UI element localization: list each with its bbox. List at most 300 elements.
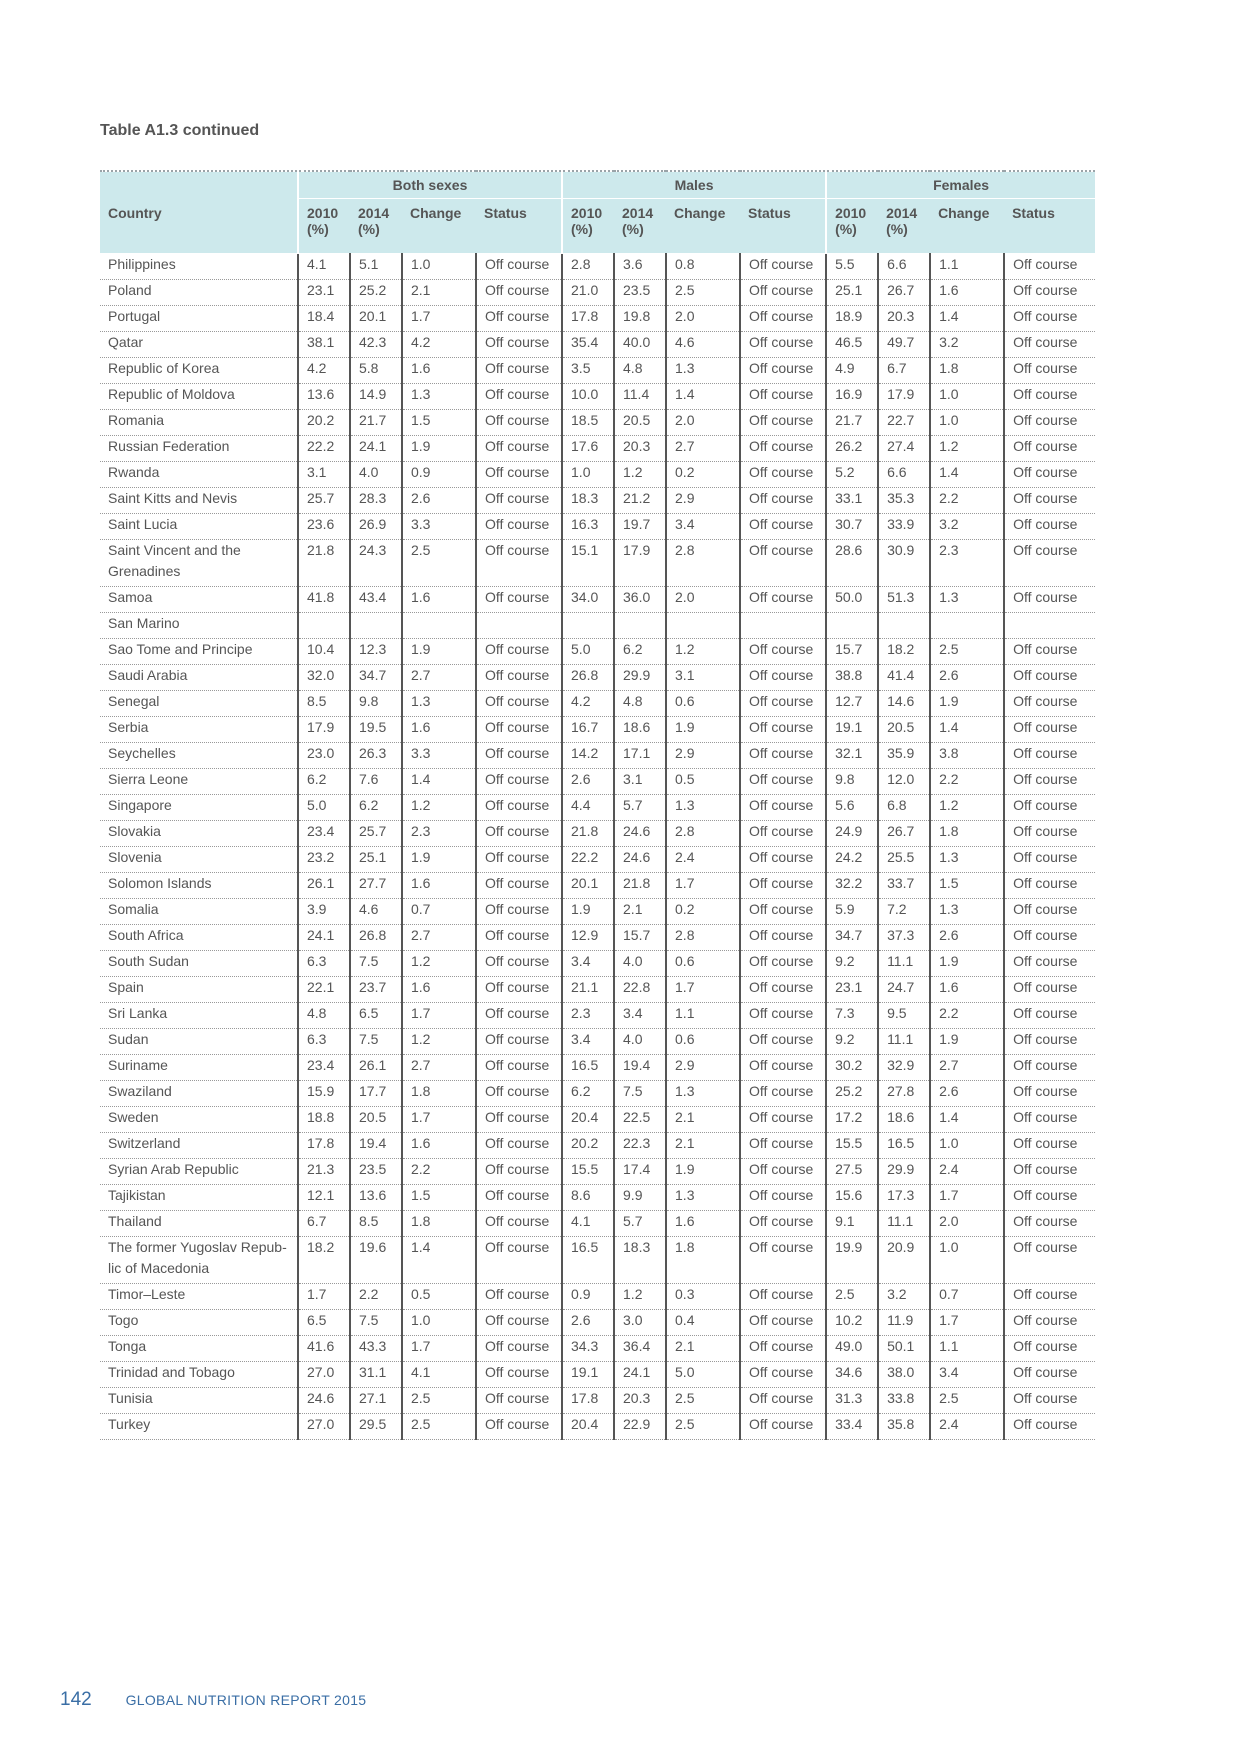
cell-country: Senegal [100,691,298,717]
cell-males-change: 2.1 [666,1336,740,1362]
cell-females-2010: 46.5 [826,332,878,358]
cell-both-status: Off course [476,717,562,743]
cell-males-2014: 21.2 [614,488,666,514]
cell-males-2010 [562,613,614,639]
cell-both-2010 [298,613,350,639]
cell-females-2014: 6.6 [878,254,930,280]
cell-both-2014: 26.9 [350,514,402,540]
cell-males-change: 1.3 [666,1185,740,1211]
cell-females-2010: 12.7 [826,691,878,717]
cell-females-status: Off course [1004,691,1095,717]
cell-both-change: 1.2 [402,1029,476,1055]
cell-females-status: Off course [1004,306,1095,332]
cell-both-2014: 25.1 [350,847,402,873]
col-header-change: Change [666,199,740,254]
cell-females-change: 1.0 [930,1133,1004,1159]
cell-males-status: Off course [740,488,826,514]
cell-males-2010: 17.8 [562,1388,614,1414]
cell-females-2014: 41.4 [878,665,930,691]
cell-males-change: 0.6 [666,1029,740,1055]
cell-males-2010: 0.9 [562,1284,614,1310]
cell-both-status: Off course [476,691,562,717]
cell-country: Somalia [100,899,298,925]
cell-males-2014: 22.8 [614,977,666,1003]
cell-females-change: 1.9 [930,691,1004,717]
cell-males-status: Off course [740,1336,826,1362]
cell-females-change: 1.7 [930,1185,1004,1211]
cell-both-change: 1.6 [402,977,476,1003]
cell-males-2014: 5.7 [614,795,666,821]
cell-both-2014: 43.4 [350,587,402,613]
cell-males-2010: 4.4 [562,795,614,821]
cell-females-status: Off course [1004,1414,1095,1440]
cell-females-2014: 11.1 [878,1029,930,1055]
cell-males-status: Off course [740,1388,826,1414]
cell-males-2010: 16.7 [562,717,614,743]
cell-males-2010: 15.5 [562,1159,614,1185]
cell-males-2010: 20.4 [562,1107,614,1133]
cell-country: Tonga [100,1336,298,1362]
cell-females-status: Off course [1004,1107,1095,1133]
cell-females-change: 2.6 [930,665,1004,691]
cell-country: Trinidad and Tobago [100,1362,298,1388]
cell-both-change: 4.1 [402,1362,476,1388]
cell-males-2014: 19.8 [614,306,666,332]
cell-both-status: Off course [476,1133,562,1159]
cell-males-2010: 4.2 [562,691,614,717]
cell-males-change: 2.9 [666,743,740,769]
cell-females-2014: 49.7 [878,332,930,358]
col-header-change: Change [402,199,476,254]
cell-both-2010: 32.0 [298,665,350,691]
data-table [100,170,1095,1440]
cell-females-status: Off course [1004,1003,1095,1029]
cell-males-2014: 20.5 [614,410,666,436]
cell-both-2014: 14.9 [350,384,402,410]
cell-males-status: Off course [740,1211,826,1237]
cell-both-status: Off course [476,795,562,821]
cell-both-2014: 4.6 [350,899,402,925]
cell-country: Saint Vincent and the Grenadines [100,540,298,587]
cell-females-2014: 26.7 [878,821,930,847]
cell-both-2014: 7.5 [350,951,402,977]
cell-both-change: 2.3 [402,821,476,847]
cell-males-2010: 17.8 [562,306,614,332]
cell-males-2014: 22.5 [614,1107,666,1133]
cell-males-change: 0.2 [666,462,740,488]
cell-males-change: 0.2 [666,899,740,925]
cell-females-status: Off course [1004,717,1095,743]
cell-both-status: Off course [476,587,562,613]
cell-males-status: Off course [740,540,826,587]
cell-both-2010: 5.0 [298,795,350,821]
cell-males-2014: 19.4 [614,1055,666,1081]
cell-males-2014: 3.6 [614,254,666,280]
cell-females-change: 2.5 [930,639,1004,665]
cell-males-2014: 11.4 [614,384,666,410]
cell-males-2014: 4.0 [614,1029,666,1055]
cell-both-2014: 5.1 [350,254,402,280]
cell-males-change: 1.3 [666,1081,740,1107]
cell-both-status: Off course [476,254,562,280]
table-row [100,1081,1095,1107]
cell-both-change: 2.5 [402,540,476,587]
cell-both-status: Off course [476,873,562,899]
cell-both-change: 1.6 [402,873,476,899]
cell-country: Slovenia [100,847,298,873]
cell-males-change: 2.0 [666,306,740,332]
cell-females-change: 2.4 [930,1159,1004,1185]
cell-both-2014: 19.5 [350,717,402,743]
cell-males-status: Off course [740,821,826,847]
cell-males-change: 2.5 [666,280,740,306]
cell-both-change: 1.4 [402,1237,476,1284]
cell-females-status: Off course [1004,795,1095,821]
cell-females-2010: 19.1 [826,717,878,743]
table-row [100,1237,1095,1284]
cell-females-change: 1.5 [930,873,1004,899]
cell-females-status: Off course [1004,514,1095,540]
cell-country: Russian Federation [100,436,298,462]
cell-both-change: 1.9 [402,847,476,873]
cell-males-2010: 3.5 [562,358,614,384]
cell-both-2010: 41.8 [298,587,350,613]
cell-males-status: Off course [740,332,826,358]
cell-country: Thailand [100,1211,298,1237]
cell-females-change: 3.2 [930,332,1004,358]
cell-females-change: 2.6 [930,1081,1004,1107]
cell-females-2010: 4.9 [826,358,878,384]
cell-females-2014: 6.7 [878,358,930,384]
cell-males-status: Off course [740,1055,826,1081]
cell-females-2010: 24.2 [826,847,878,873]
cell-both-status: Off course [476,1284,562,1310]
table-row [100,613,1095,639]
cell-both-status: Off course [476,1362,562,1388]
cell-females-2014: 16.5 [878,1133,930,1159]
table-row [100,743,1095,769]
table-row [100,332,1095,358]
cell-males-2014: 6.2 [614,639,666,665]
cell-both-2014: 31.1 [350,1362,402,1388]
table-row [100,847,1095,873]
cell-females-change: 1.2 [930,436,1004,462]
cell-females-change: 1.8 [930,358,1004,384]
cell-both-status: Off course [476,1029,562,1055]
cell-females-2014: 51.3 [878,587,930,613]
cell-both-2014: 21.7 [350,410,402,436]
cell-females-status: Off course [1004,873,1095,899]
cell-females-change: 1.3 [930,899,1004,925]
cell-males-2014: 17.4 [614,1159,666,1185]
cell-females-status: Off course [1004,1362,1095,1388]
cell-females-status: Off course [1004,639,1095,665]
cell-males-status: Off course [740,1003,826,1029]
cell-females-2010: 31.3 [826,1388,878,1414]
cell-males-2010: 6.2 [562,1081,614,1107]
cell-females-2014: 20.3 [878,306,930,332]
cell-males-2010: 18.3 [562,488,614,514]
cell-females-2010: 21.7 [826,410,878,436]
cell-males-status: Off course [740,254,826,280]
cell-males-change: 0.6 [666,951,740,977]
cell-males-2014: 17.9 [614,540,666,587]
cell-males-2010: 16.3 [562,514,614,540]
cell-country: Saint Kitts and Nevis [100,488,298,514]
cell-both-2014: 7.6 [350,769,402,795]
cell-both-2010: 4.2 [298,358,350,384]
cell-males-2010: 17.6 [562,436,614,462]
cell-females-2014: 7.2 [878,899,930,925]
cell-country: Syrian Arab Republic [100,1159,298,1185]
cell-both-change: 1.3 [402,691,476,717]
cell-country: Republic of Moldova [100,384,298,410]
cell-both-status: Off course [476,821,562,847]
cell-females-2014: 33.7 [878,873,930,899]
cell-both-status: Off course [476,384,562,410]
cell-males-status: Off course [740,410,826,436]
cell-females-2014: 33.9 [878,514,930,540]
cell-males-status: Off course [740,462,826,488]
cell-both-2014: 5.8 [350,358,402,384]
cell-both-2010: 18.2 [298,1237,350,1284]
cell-males-change: 0.8 [666,254,740,280]
cell-females-status: Off course [1004,384,1095,410]
table-row [100,254,1095,280]
table-row [100,1107,1095,1133]
col-header-2010: 2010 (%) [826,199,878,254]
cell-females-change: 2.2 [930,488,1004,514]
cell-males-2010: 15.1 [562,540,614,587]
cell-females-change: 2.2 [930,1003,1004,1029]
cell-females-change: 1.9 [930,951,1004,977]
cell-country: Swaziland [100,1081,298,1107]
cell-females-2010: 2.5 [826,1284,878,1310]
table-row [100,1284,1095,1310]
group-males: Males [562,171,826,199]
cell-males-status: Off course [740,1133,826,1159]
cell-males-2010: 26.8 [562,665,614,691]
cell-females-change: 1.4 [930,1107,1004,1133]
cell-both-change: 3.3 [402,743,476,769]
table-row [100,769,1095,795]
cell-both-2014: 26.1 [350,1055,402,1081]
cell-country: Republic of Korea [100,358,298,384]
cell-females-2010: 9.1 [826,1211,878,1237]
cell-country: Tunisia [100,1388,298,1414]
cell-both-2010: 18.4 [298,306,350,332]
cell-males-2010: 20.2 [562,1133,614,1159]
cell-females-status: Off course [1004,1388,1095,1414]
cell-females-2014: 20.5 [878,717,930,743]
cell-females-2010: 15.6 [826,1185,878,1211]
cell-males-2014: 7.5 [614,1081,666,1107]
cell-both-2010: 41.6 [298,1336,350,1362]
cell-both-change: 2.5 [402,1388,476,1414]
cell-males-2010: 22.2 [562,847,614,873]
cell-females-2010: 25.1 [826,280,878,306]
cell-females-2014: 20.9 [878,1237,930,1284]
cell-females-2010: 9.2 [826,1029,878,1055]
cell-country: South Sudan [100,951,298,977]
cell-both-2010: 23.6 [298,514,350,540]
cell-both-2010: 23.4 [298,1055,350,1081]
cell-both-2014: 23.7 [350,977,402,1003]
cell-females-2010: 18.9 [826,306,878,332]
cell-country: Seychelles [100,743,298,769]
cell-males-2014: 36.0 [614,587,666,613]
cell-males-2014: 1.2 [614,462,666,488]
cell-both-2010: 22.1 [298,977,350,1003]
cell-both-2014: 23.5 [350,1159,402,1185]
cell-females-change: 1.8 [930,821,1004,847]
cell-females-status: Off course [1004,743,1095,769]
cell-country: South Africa [100,925,298,951]
cell-males-2010: 4.1 [562,1211,614,1237]
table-row [100,1310,1095,1336]
cell-country: Switzerland [100,1133,298,1159]
cell-both-status: Off course [476,1211,562,1237]
cell-females-2014: 37.3 [878,925,930,951]
cell-country: Saint Lucia [100,514,298,540]
cell-both-2014: 26.3 [350,743,402,769]
cell-females-2014: 24.7 [878,977,930,1003]
cell-males-2014 [614,613,666,639]
cell-females-2014: 22.7 [878,410,930,436]
cell-both-change: 1.8 [402,1211,476,1237]
col-header-2014: 2014 (%) [350,199,402,254]
cell-country: Poland [100,280,298,306]
cell-both-status [476,613,562,639]
cell-males-change: 2.0 [666,587,740,613]
cell-males-2010: 14.2 [562,743,614,769]
cell-females-2010: 17.2 [826,1107,878,1133]
cell-males-2010: 16.5 [562,1055,614,1081]
cell-males-status: Off course [740,691,826,717]
cell-males-status: Off course [740,436,826,462]
col-header-country: Country [100,199,298,254]
cell-both-2014: 25.2 [350,280,402,306]
cell-males-2014: 17.1 [614,743,666,769]
cell-both-2010: 18.8 [298,1107,350,1133]
cell-both-status: Off course [476,358,562,384]
cell-both-status: Off course [476,925,562,951]
cell-males-2010: 5.0 [562,639,614,665]
cell-both-change: 1.7 [402,306,476,332]
cell-females-2010: 5.5 [826,254,878,280]
cell-both-status: Off course [476,1055,562,1081]
cell-females-status: Off course [1004,1081,1095,1107]
cell-males-2014: 24.1 [614,1362,666,1388]
cell-country: Sweden [100,1107,298,1133]
cell-both-change: 1.7 [402,1107,476,1133]
cell-both-status: Off course [476,1159,562,1185]
cell-both-status: Off course [476,847,562,873]
cell-both-status: Off course [476,1336,562,1362]
cell-males-change: 1.2 [666,639,740,665]
cell-males-status: Off course [740,795,826,821]
cell-males-change: 1.3 [666,358,740,384]
cell-males-2014: 2.1 [614,899,666,925]
cell-country: San Marino [100,613,298,639]
cell-both-2014: 20.5 [350,1107,402,1133]
cell-females-status: Off course [1004,1055,1095,1081]
cell-females-status: Off course [1004,462,1095,488]
cell-both-status: Off course [476,280,562,306]
cell-males-change: 2.1 [666,1107,740,1133]
cell-females-2010: 33.1 [826,488,878,514]
cell-males-change: 1.1 [666,1003,740,1029]
cell-females-2010: 33.4 [826,1414,878,1440]
col-header-change: Change [930,199,1004,254]
cell-both-2010: 24.6 [298,1388,350,1414]
cell-both-change: 1.4 [402,769,476,795]
cell-both-change: 1.7 [402,1003,476,1029]
table-row [100,280,1095,306]
cell-females-status: Off course [1004,1237,1095,1284]
cell-both-2010: 12.1 [298,1185,350,1211]
table-row [100,1211,1095,1237]
cell-both-status: Off course [476,665,562,691]
cell-females-2014: 27.8 [878,1081,930,1107]
cell-country: Samoa [100,587,298,613]
cell-females-2010: 10.2 [826,1310,878,1336]
cell-females-status: Off course [1004,436,1095,462]
cell-females-status: Off course [1004,1336,1095,1362]
cell-males-change: 2.0 [666,410,740,436]
cell-females-status: Off course [1004,410,1095,436]
cell-females-2014: 50.1 [878,1336,930,1362]
cell-males-status: Off course [740,873,826,899]
cell-both-status: Off course [476,540,562,587]
cell-females-status: Off course [1004,821,1095,847]
cell-both-2010: 38.1 [298,332,350,358]
cell-both-status: Off course [476,1081,562,1107]
cell-males-2010: 1.9 [562,899,614,925]
cell-both-2014: 20.1 [350,306,402,332]
cell-both-2014 [350,613,402,639]
cell-males-change: 2.8 [666,821,740,847]
table-row [100,1003,1095,1029]
cell-both-2014: 7.5 [350,1029,402,1055]
cell-both-2010: 6.3 [298,951,350,977]
cell-males-change: 1.6 [666,1211,740,1237]
page-number: 142 [60,1689,92,1710]
cell-females-change: 1.0 [930,1237,1004,1284]
cell-both-change: 1.5 [402,1185,476,1211]
cell-males-status: Off course [740,899,826,925]
cell-females-change: 1.1 [930,1336,1004,1362]
cell-both-2014: 28.3 [350,488,402,514]
cell-females-2014: 38.0 [878,1362,930,1388]
cell-females-2010: 15.7 [826,639,878,665]
cell-males-2010: 34.3 [562,1336,614,1362]
cell-males-2014: 3.0 [614,1310,666,1336]
cell-both-2014: 12.3 [350,639,402,665]
table-row [100,1362,1095,1388]
table-row [100,795,1095,821]
cell-both-change: 1.5 [402,410,476,436]
report-title: GLOBAL NUTRITION REPORT 2015 [125,1692,367,1708]
cell-males-2010: 2.8 [562,254,614,280]
cell-females-2010: 23.1 [826,977,878,1003]
cell-females-status: Off course [1004,254,1095,280]
cell-males-2014: 36.4 [614,1336,666,1362]
table-row [100,925,1095,951]
col-header-status: Status [1004,199,1095,254]
cell-both-status: Off course [476,514,562,540]
cell-males-2014: 15.7 [614,925,666,951]
